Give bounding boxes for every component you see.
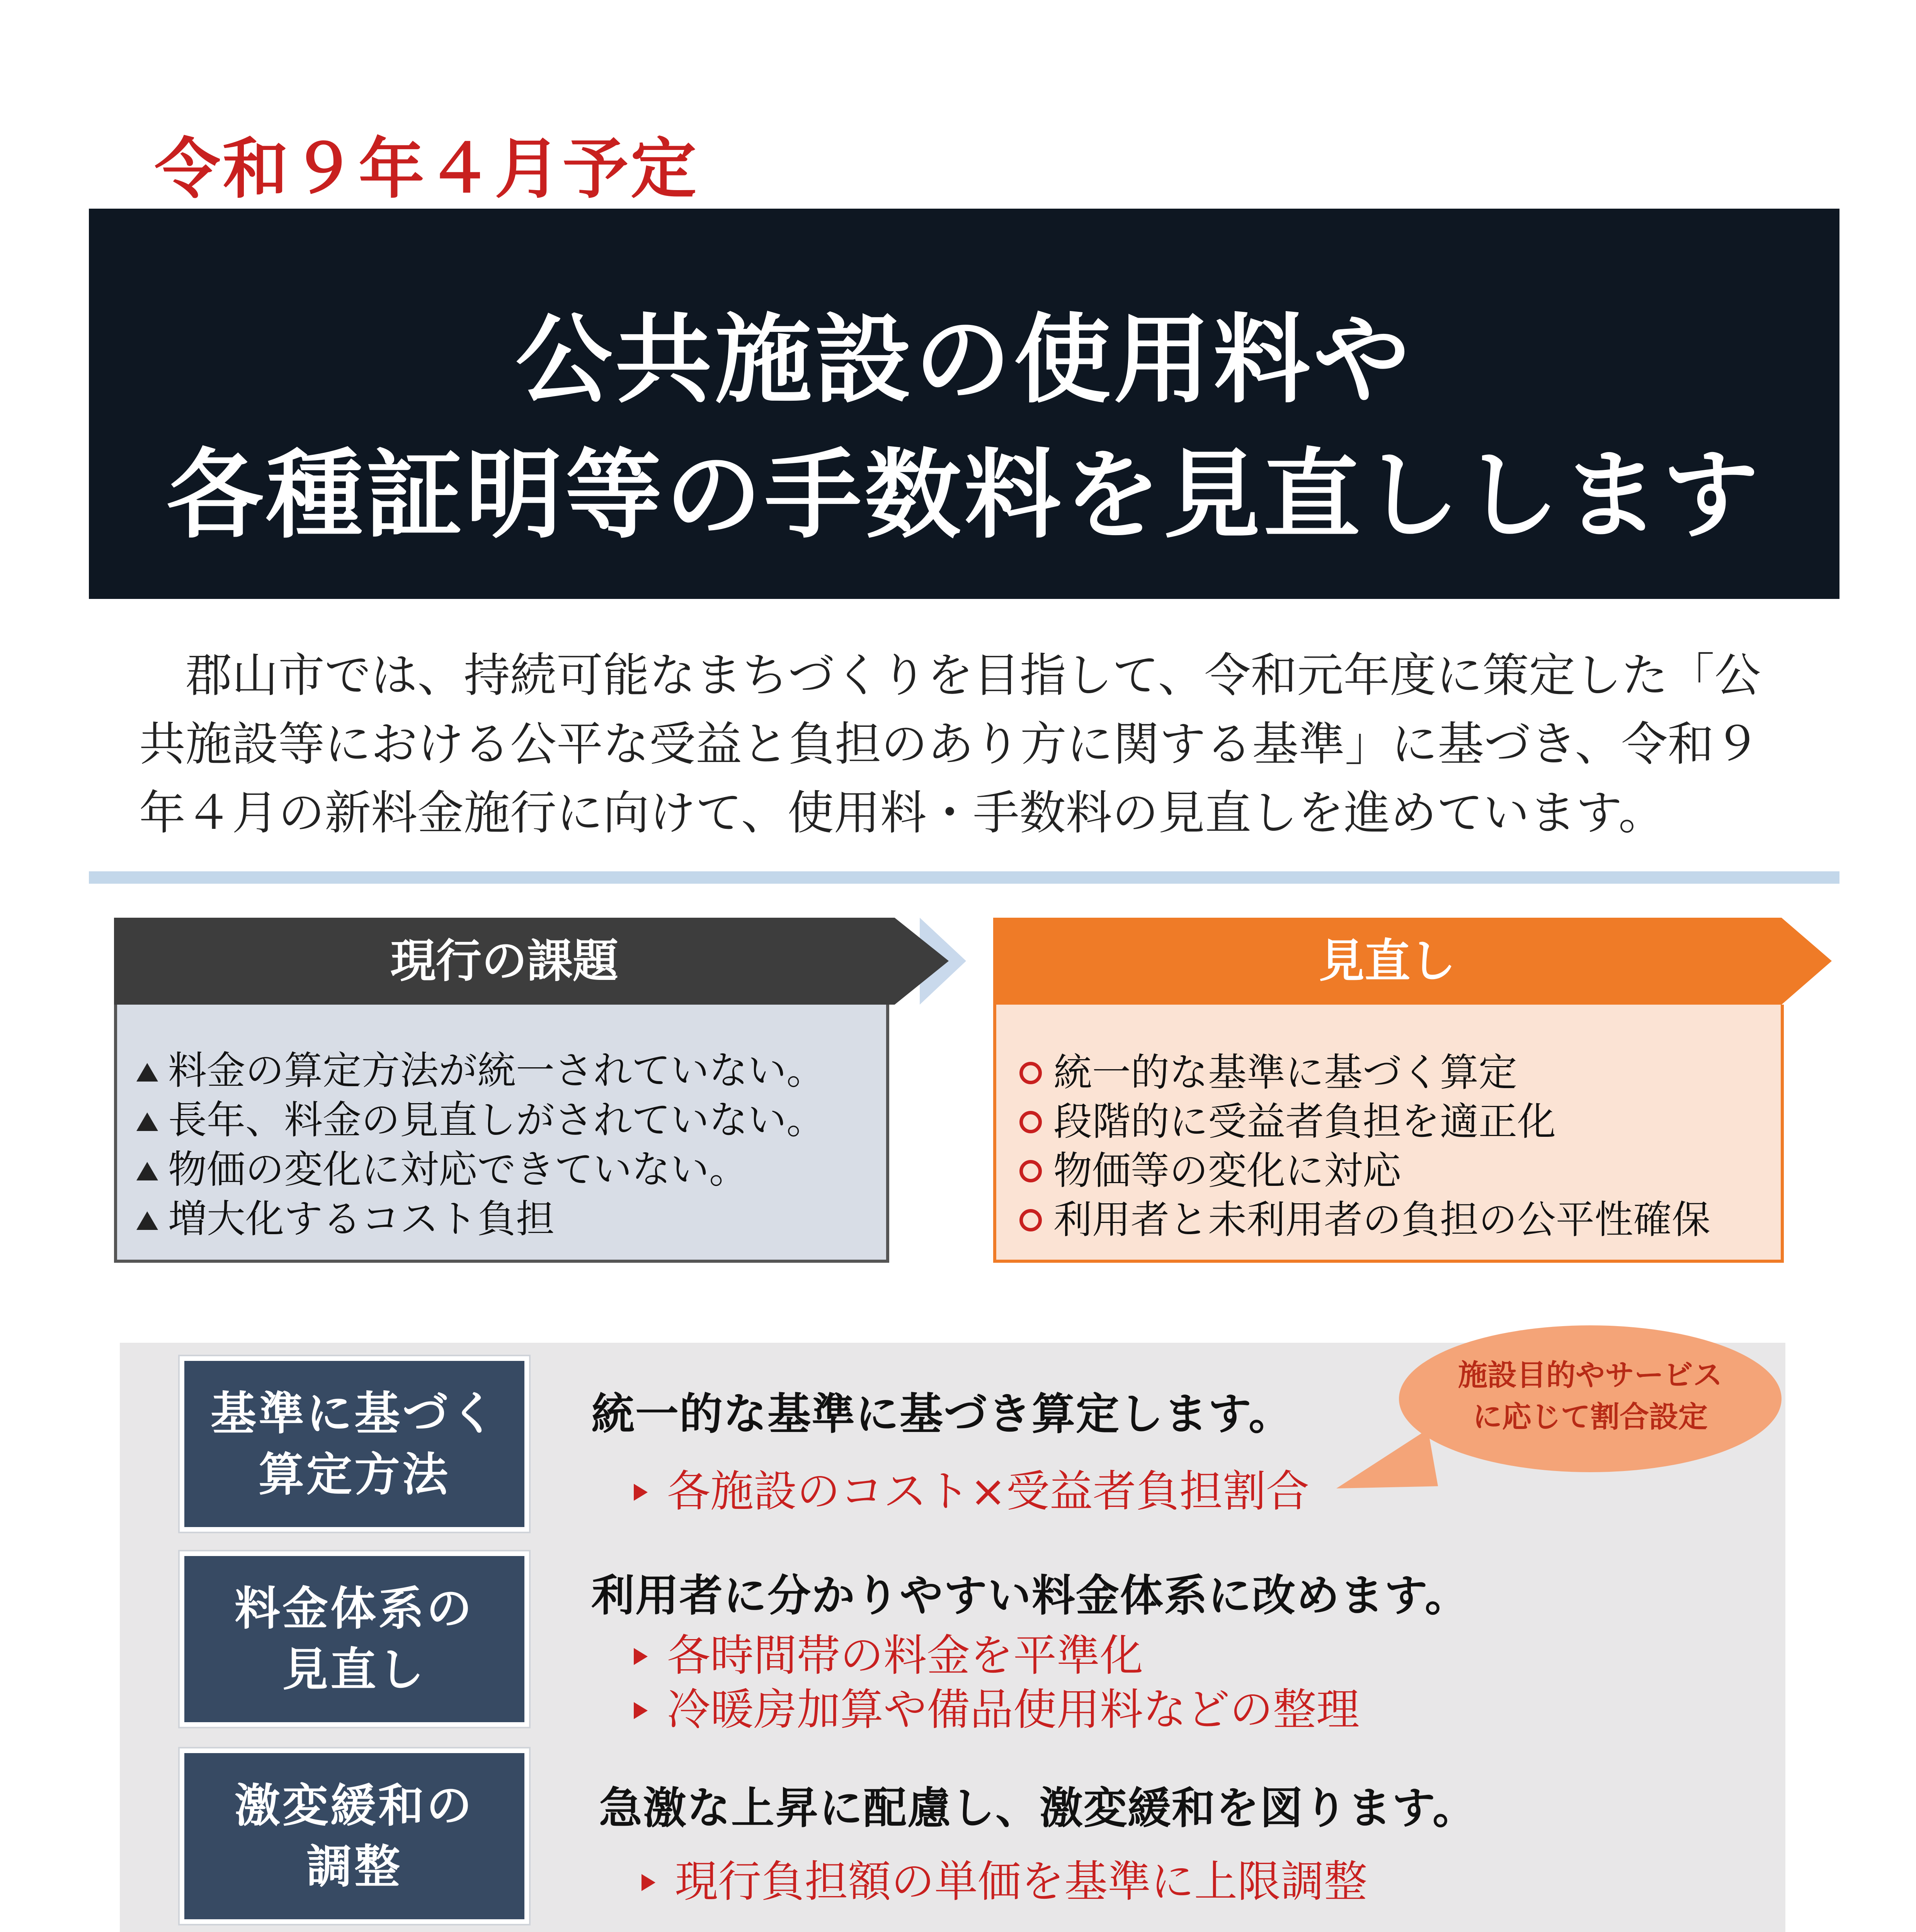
arrow-bullet-icon bbox=[634, 1648, 648, 1665]
revision-title: 見直し bbox=[1319, 934, 1456, 988]
issue-item: 料金の算定方法が統一されていない。 bbox=[136, 1039, 825, 1095]
arrow-bullet-icon bbox=[634, 1484, 648, 1501]
revision-item: 段階的に受益者負担を適正化 bbox=[1019, 1090, 1556, 1146]
arrow-shape bbox=[1782, 918, 1832, 1005]
circle-bullet-icon bbox=[1019, 1209, 1042, 1231]
section-item: 現行負担額の単価を基準に上限調整 bbox=[642, 1847, 1367, 1909]
issue-item: 物価の変化に対応できていない。 bbox=[136, 1138, 748, 1194]
circle-bullet-icon bbox=[1019, 1111, 1042, 1133]
issue-item: 長年、料金の見直しがされていない。 bbox=[136, 1089, 825, 1145]
section-item: 冷暖房加算や備品使用料などの整理 bbox=[634, 1675, 1360, 1737]
triangle-bullet-icon bbox=[136, 1162, 158, 1180]
revision-item: 統一的な基準に基づく算定 bbox=[1019, 1041, 1517, 1097]
revision-item: 利用者と未利用者の負担の公平性確保 bbox=[1019, 1189, 1710, 1244]
circle-bullet-icon bbox=[1019, 1062, 1042, 1084]
triangle-bullet-icon bbox=[136, 1211, 158, 1230]
section-label-fee-structure: 料金体系の 見直し bbox=[180, 1551, 529, 1727]
section-label-mitigation: 激変緩和の 調整 bbox=[180, 1748, 529, 1924]
arrow-bullet-icon bbox=[634, 1702, 648, 1719]
divider bbox=[89, 871, 1839, 884]
callout-text: 施設目的やサービス に応じて割合設定 bbox=[1458, 1358, 1722, 1434]
issues-panel bbox=[114, 1005, 889, 1263]
section-item: 各施設のコスト×受益者負担割合 bbox=[634, 1457, 1309, 1519]
arrow-shape bbox=[895, 918, 949, 1005]
section-heading: 急激な上昇に配慮し、激変緩和を図ります。 bbox=[599, 1783, 1477, 1833]
section-heading: 統一的な基準に基づき算定します。 bbox=[591, 1389, 1293, 1439]
revision-panel bbox=[993, 1005, 1784, 1263]
title-line-1: 公共施設の使用料や bbox=[516, 304, 1413, 416]
triangle-bullet-icon bbox=[136, 1112, 158, 1131]
circle-bullet-icon bbox=[1019, 1160, 1042, 1182]
arrow-bullet-icon bbox=[642, 1874, 655, 1891]
section-item: 各時間帯の料金を平準化 bbox=[634, 1621, 1143, 1683]
section-label-calculation: 基準に基づく 算定方法 bbox=[180, 1356, 529, 1532]
title-line-2: 各種証明等の手数料を見直しします bbox=[167, 439, 1762, 551]
issue-item: 増大化するコスト負担 bbox=[136, 1188, 555, 1243]
intro-paragraph: 郡山市では、持続可能なまちづくりを目指して、令和元年度に策定した「公共施設等における公平な受益と負担のあり方に関する基準」に基づき、令和９年４月の新料金施行に向けて、使用料・手数料の見直しを進めています。 bbox=[139, 649, 1761, 840]
issues-title: 現行の課題 bbox=[390, 934, 618, 988]
section-heading: 利用者に分かりやすい料金体系に改めます。 bbox=[591, 1571, 1469, 1621]
triangle-bullet-icon bbox=[136, 1063, 158, 1082]
title-banner bbox=[89, 209, 1839, 599]
revision-item: 物価等の変化に対応 bbox=[1019, 1139, 1401, 1195]
schedule-note: 令和９年４月予定 bbox=[155, 131, 699, 207]
